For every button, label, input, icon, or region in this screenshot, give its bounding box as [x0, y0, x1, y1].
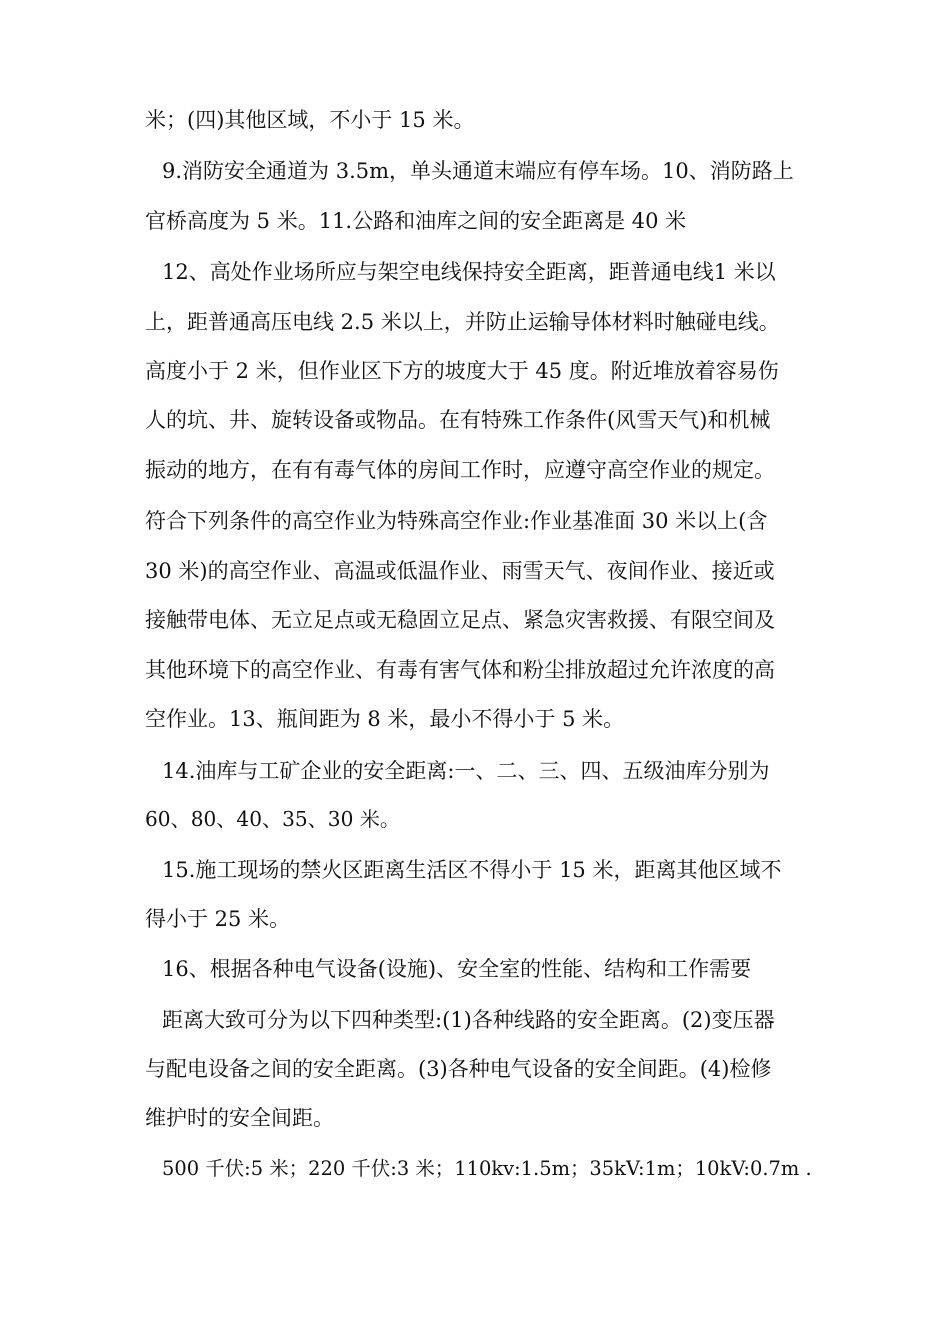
text-line: 60、80、40、35、30 米。 — [145, 807, 400, 831]
text-line: 与配电设备之间的安全距离。(3)各种电气设备的安全间距。(4)检修 — [145, 1057, 772, 1081]
text-line: 500 千伏:5 米；220 千伏:3 米；110kv:1.5m；35kV:1m；10kV:0.7m . — [162, 1157, 812, 1180]
text-line: 距离大致可分为以下四种类型:(1)各种线路的安全距离。(2)变压器 — [162, 1008, 775, 1032]
text-line: 其他环境下的高空作业、有毒有害气体和粉尘排放超过允许浓度的高 — [145, 658, 775, 682]
text-line: 振动的地方，在有有毒气体的房间工作时，应遵守高空作业的规定。 — [145, 458, 775, 482]
text-line: 12、高处作业场所应与架空电线保持安全距离，距普通电线1 米以 — [162, 260, 776, 284]
text-line: 30 米)的高空作业、高温或低温作业、雨雪天气、夜间作业、接近或 — [145, 559, 775, 583]
text-line: 米；(四)其他区域，不小于 15 米。 — [145, 108, 475, 132]
text-line: 接触带电体、无立足点或无稳固立足点、紧急灾害救援、有限空间及 — [145, 608, 775, 632]
text-line: 人的坑、井、旋转设备或物品。在有特殊工作条件(风雪天气)和机械 — [145, 408, 771, 432]
text-line: 空作业。13、瓶间距为 8 米，最小不得小于 5 米。 — [145, 707, 625, 731]
text-line: 高度小于 2 米，但作业区下方的坡度大于 45 度。附近堆放着容易伤 — [145, 359, 779, 383]
text-line: 维护时的安全间距。 — [145, 1106, 334, 1130]
text-line: 得小于 25 米。 — [145, 907, 291, 931]
text-line: 官桥高度为 5 米。11.公路和油库之间的安全距离是 40 米 — [145, 209, 687, 233]
text-line: 9.消防安全通道为 3.5m，单头通道末端应有停车场。10、消防路上 — [162, 159, 794, 183]
text-line: 16、根据各种电气设备(设施)、安全室的性能、结构和工作需要 — [162, 957, 752, 981]
text-line: 符合下列条件的高空作业为特殊高空作业:作业基准面 30 米以上(含 — [145, 509, 768, 533]
text-line: 15.施工现场的禁火区距离生活区不得小于 15 米，距离其他区域不 — [162, 858, 782, 882]
text-line: 14.油库与工矿企业的安全距离:一、二、三、四、五级油库分别为 — [162, 759, 770, 783]
text-line: 上，距普通高压电线 2.5 米以上，并防止运输导体材料时触碰电线。 — [145, 310, 780, 334]
